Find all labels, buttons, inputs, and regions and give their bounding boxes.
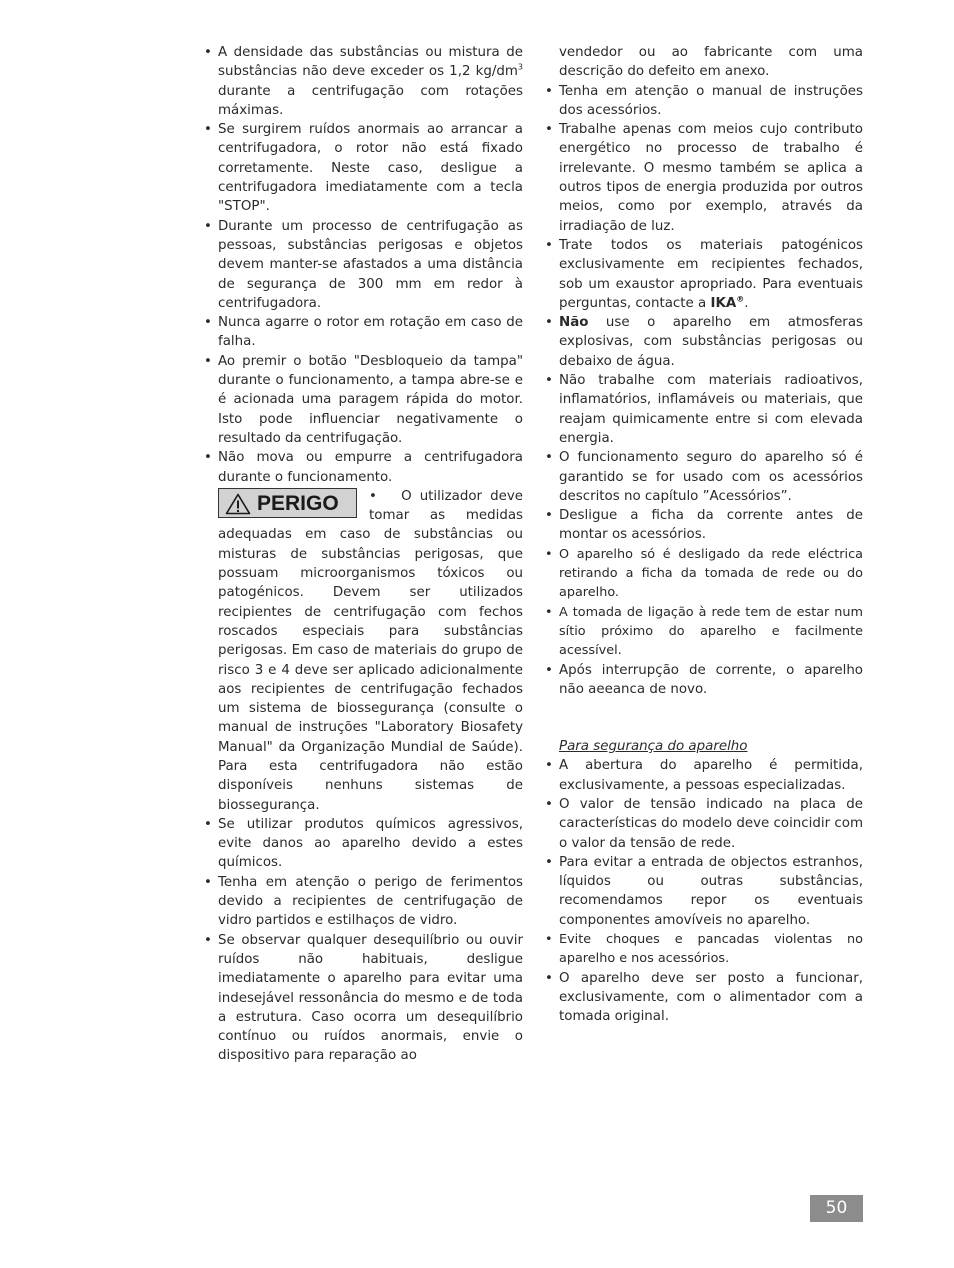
list-item: • Não use o aparelho em atmosferas explosivas, com substâncias perigosas ou debaixo de água. [545, 315, 863, 369]
list-item: • Se surgirem ruídos anormais ao arrancar a centrifugadora, o rotor não está fixado corretamente. Neste caso, desligue a centrifugadora imediatamente com a tecla "STOP". [204, 122, 523, 215]
bullet: • [545, 450, 553, 466]
bullet: • [204, 315, 212, 331]
list-item: • Tenha em atenção o perigo de ferimentos devido a recipientes de centrifugação de vidro partidos e estilhaços de vidro. [204, 874, 523, 929]
bullet: • [545, 373, 553, 389]
list-item: • Não mova ou empurre a centrifugadora durante o funcionamento. [204, 450, 523, 485]
bullet: • [545, 662, 553, 678]
bullet: • [204, 874, 212, 890]
bullet: • [545, 122, 553, 138]
bullet: • [545, 970, 553, 986]
warning-triangle-icon [225, 493, 251, 515]
list-item: • O aparelho só é desligado da rede eléctrica retirando a ficha da tomada de rede ou do aparelho. [545, 546, 863, 601]
list-item: • Tenha em atenção o manual de instruções dos acessórios. [545, 83, 863, 118]
bullet: • [545, 932, 553, 948]
bullet: • [204, 816, 212, 832]
bullet: • [204, 353, 212, 369]
danger-label: PERIGO [257, 491, 339, 515]
bullet: • [545, 604, 553, 620]
list-item: • A tomada de ligação à rede tem de estar num sítio próximo do aparelho e facilmente acessível. [545, 604, 863, 659]
list-item: • O funcionamento seguro do aparelho só é garantido se for usado com os acessórios descritos no capítulo ”Acessórios”. [545, 450, 863, 504]
bullet: • [204, 450, 212, 466]
list-item: • Desligue a ficha da corrente antes de montar os acessórios. [545, 508, 863, 543]
bullet: • [545, 237, 553, 253]
danger-label-box [218, 488, 357, 518]
bullet: • [204, 45, 212, 60]
list-item: • Não trabalhe com materiais radioativos, inflamatórios, inflamáveis ou materiais, que reajam quimicamente entre si com elevada energia. [545, 373, 863, 446]
list-item: • Trate todos os materiais patogénicos exclusivamente em recipientes fechados, sob um exaustor apropriado. Para eventuais perguntas, contacte a IKA®. [545, 237, 863, 311]
right-column [544, 43, 863, 1027]
list-item: • Nunca agarre o rotor em rotação em caso de falha. [204, 315, 523, 350]
list-item: • Se observar qualquer desequilíbrio ou ouvir ruídos não habituais, desligue imediatamente o aparelho para evitar uma indesejável ressonância do mesmo e de toda a estrutura. Caso ocorra um desequilíbrio contínuo ou ruídos anormais, envie o dispositivo para reparação ao [204, 932, 523, 1064]
list-item: • A densidade das substâncias ou mistura de substâncias não deve exceder os 1,2 $kg/dm^3$ durante a centrifugação com rotações máximas. [204, 45, 523, 118]
list-item: • Ao premir o botão "Desbloqueio da tampa" durante o funcionamento, a tampa abre-se e é acionada uma paragem rápida do motor. Isto pode influenciar negativamente o resultado da centrifugação. [204, 353, 523, 446]
list-item: • Para evitar a entrada de objectos estranhos, líquidos ou outras substâncias, recomendamos repor os eventuais componentes amovíveis no aparelho. [545, 854, 863, 928]
bullet: • [545, 546, 553, 562]
bullet: • [369, 488, 377, 504]
bullet: • [204, 932, 212, 948]
bullet: • [204, 122, 212, 138]
brand-name: IKA [710, 295, 737, 311]
section-heading: Para segurança do aparelho [559, 739, 748, 755]
list-item: • Trabalhe apenas com meios cujo contributo energético no processo de trabalho é irrelevante. O mesmo também se aplica a outros tipos de energia produzida por outros meios, como por exemplo, através da irradiação de luz. [545, 122, 863, 234]
bullet: • [545, 796, 553, 812]
bullet: • [545, 758, 553, 774]
bullet: • [204, 218, 212, 234]
list-item: • Após interrupção de corrente, o aparelho não aeeanca de novo. [545, 662, 863, 697]
list-item: • Durante um processo de centrifugação as pessoas, substâncias perigosas e objetos devem manter-se afastados a uma distância de segurança de 300 mm em redor à centrifugadora. [204, 218, 523, 311]
bullet: • [545, 854, 553, 870]
list-item: • A abertura do aparelho é permitida, exclusivamente, a pessoas especializadas. [545, 758, 863, 793]
list-item: • Se utilizar produtos químicos agressivos, evite danos ao aparelho devido a estes químicos. [204, 816, 523, 871]
list-item: • O aparelho deve ser posto a funcionar, exclusivamente, com o alimentador com a tomada original. [545, 970, 863, 1025]
danger-notice: PERIGO • O utilizador deve tomar as medidas adequadas em caso de substâncias ou misturas de substâncias perigosas, que possuam microorganismos tóxicos ou patogénicos. Devem ser utilizados recipientes de centrifugação com fechos roscados especiais para substâncias perigosas. Em caso de materiais do grupo de risco 3 e 4 deve ser aplicado adicionalmente aos recipientes de centrifugação fechados um sistema de biossegurança (consulte o manual de instruções "Laboratory Biosafety Manual" da Organização Mundial de Saúde). Para esta centrifugadora não estão disponíveis nenhuns sistemas de biossegurança. [218, 488, 523, 813]
page-number: 50 [810, 1195, 863, 1222]
bullet: • [545, 83, 553, 99]
continuation-text: vendedor ou ao fabricante com uma descrição do defeito em anexo. [559, 45, 863, 80]
list-item: • O valor de tensão indicado na placa de características do modelo deve coincidir com o valor da tensão de rede. [545, 796, 863, 851]
bullet: • [545, 315, 553, 331]
list-item: • Evite choques e pancadas violentas no aparelho e nos acessórios. [545, 932, 863, 967]
left-column [203, 43, 523, 1066]
bullet: • [545, 508, 553, 524]
